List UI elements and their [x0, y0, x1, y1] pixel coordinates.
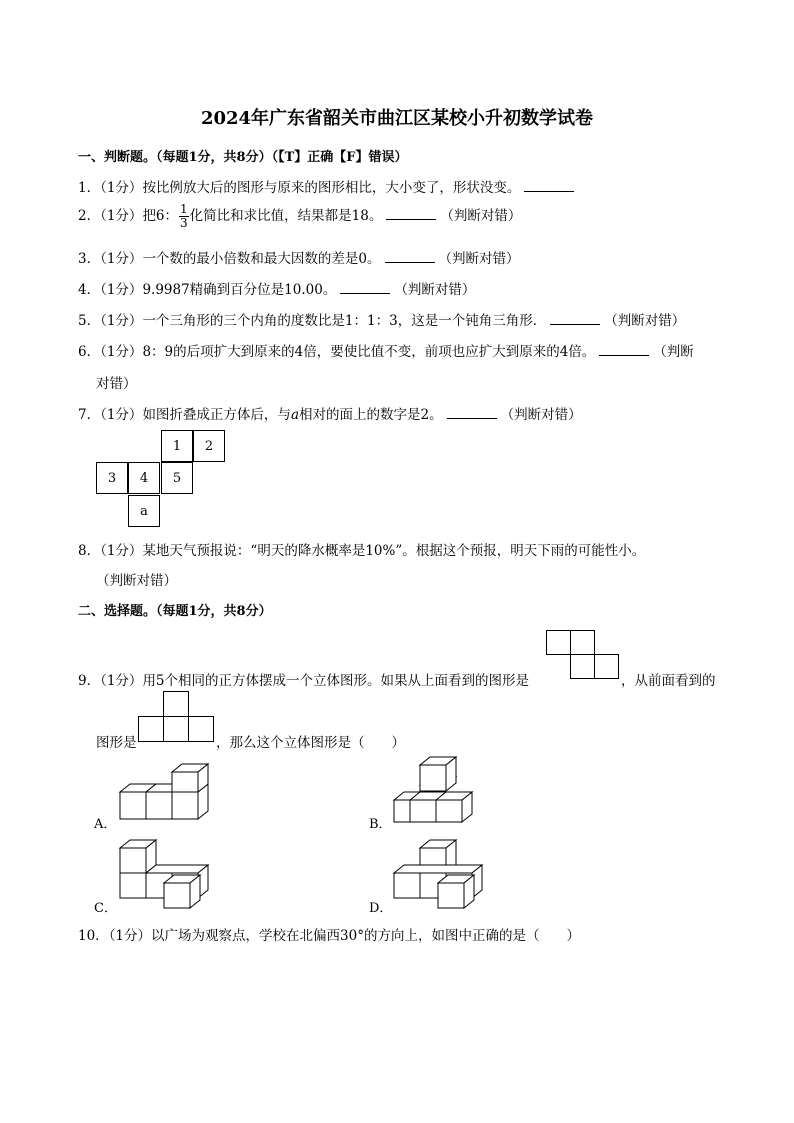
answer-blank[interactable] — [340, 281, 390, 294]
option-d-figure[interactable] — [392, 838, 492, 910]
option-c-figure[interactable] — [118, 838, 218, 910]
option-d-label[interactable]: D． — [369, 901, 393, 916]
answer-blank[interactable] — [447, 406, 497, 419]
question-7: 7．（1分）如图折叠成正方体后，与a相对的面上的数字是2。 （判断对错） — [78, 407, 582, 423]
cube-net-figure — [96, 430, 236, 530]
net-face-3: 3 — [96, 462, 128, 494]
question-9-text-2: ，从前面看到的 — [621, 673, 716, 689]
answer-blank[interactable] — [386, 207, 436, 220]
fraction: $\frac{1}{3}$ — [180, 202, 188, 230]
option-a-figure[interactable] — [118, 762, 218, 824]
question-9-text-3: 图形是 — [96, 735, 137, 751]
question-4: 4．（1分）9.9987精确到百分位是10.00。 （判断对错） — [78, 282, 476, 298]
answer-blank[interactable] — [599, 343, 649, 356]
question-8: 8．（1分）某地天气预报说：“明天的降水概率是10%”。根据这个预报，明天下雨的可能性小。 — [78, 543, 646, 559]
option-c-label[interactable]: C． — [94, 901, 117, 916]
question-9-text-4: ，那么这个立体图形是（ ） — [216, 735, 405, 751]
net-face-2: 2 — [193, 430, 225, 462]
net-face-5: 5 — [161, 462, 193, 494]
option-b-figure[interactable] — [392, 755, 492, 825]
question-10: 10．（1分）以广场为观察点，学校在北偏西30°的方向上，如图中正确的是（ ） — [78, 928, 580, 944]
question-6: 6．（1分）8：9的后项扩大到原来的4倍，要使比值不变，前项也应扩大到原来的4倍。 （判断 — [78, 344, 694, 360]
net-face-1: 1 — [161, 430, 193, 462]
net-face-a: a — [128, 495, 160, 527]
question-3: 3．（1分）一个数的最小倍数和最大因数的差是0。 （判断对错） — [78, 251, 520, 267]
question-6-continued: 对错） — [96, 376, 137, 392]
question-9: 9．（1分）用5个相同的正方体摆成一个立体图形。如果从上面看到的图形是 — [78, 673, 530, 689]
net-face-4: 4 — [128, 462, 160, 494]
question-5: 5．（1分）一个三角形的三个内角的度数比是1：1：3，这是一个钝角三角形． （判断对错） — [78, 313, 686, 329]
option-a-label[interactable]: A． — [94, 817, 117, 832]
answer-blank[interactable] — [385, 250, 435, 263]
answer-blank[interactable] — [524, 179, 574, 192]
section-2-heading: 二、选择题。（每题1分，共8分） — [78, 604, 272, 619]
question-2: 2．（1分）把6： $\frac{1}{3}$ 化简比和求比值，结果都是18。 （判断对错） — [78, 202, 522, 230]
page-title: 2024年广东省韶关市曲江区某校小升初数学试卷 — [200, 108, 594, 129]
question-1: 1．（1分）按比例放大后的图形与原来的图形相比，大小变了，形状没变。 — [78, 176, 578, 196]
section-1-heading: 一、判断题。（每题1分，共8分）（【T】正确【F】错误） — [78, 150, 408, 165]
front-view-figure — [138, 691, 218, 743]
answer-blank[interactable] — [550, 312, 600, 325]
top-view-figure — [546, 630, 624, 680]
option-b-label[interactable]: B． — [369, 817, 392, 832]
question-8-continued: （判断对错） — [96, 573, 177, 589]
